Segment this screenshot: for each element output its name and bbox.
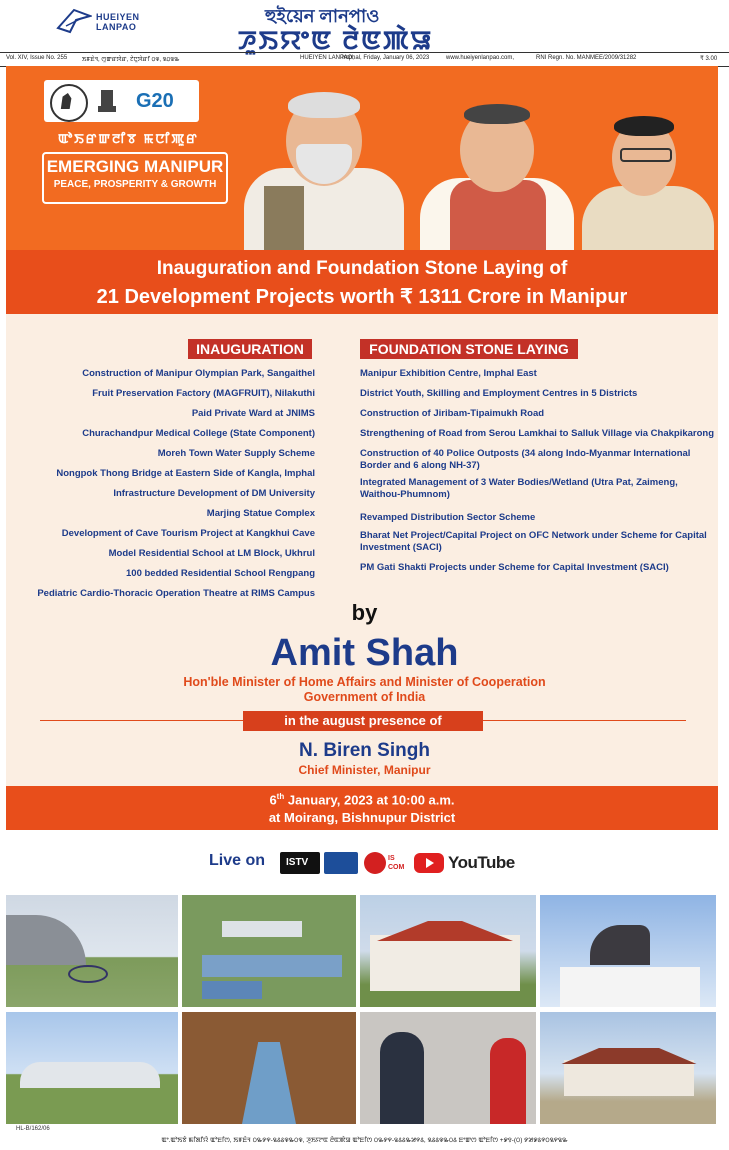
presence-label: in the august presence of — [243, 711, 483, 731]
inauguration-item: Paid Private Ward at JNIMS — [191, 408, 315, 419]
photo-olympian-park — [6, 895, 178, 1007]
foundation-item: PM Gati Shakti Projects under Scheme for Capital Investment (SACI) — [360, 562, 669, 573]
portrait-2 — [412, 102, 582, 250]
inauguration-item: Nongpok Thong Bridge at Eastern Side of Kangla, Imphal — [56, 468, 315, 479]
foundation-item: Integrated Management of 3 Water Bodies/Wetland (Utra Pat, Zaimeng, Waithou-Phumnom) — [360, 477, 678, 500]
photo-sports-event — [360, 1012, 536, 1124]
event-date-rest: January, 2023 at 10:00 a.m. — [284, 792, 455, 808]
website: www.hueiyenlanpao.com, — [446, 55, 515, 61]
foundation-item: Strengthening of Road from Serou Lamkhai to Salluk Village via Chakpikarong — [360, 428, 715, 439]
foundation-item: Bharat Net Project/Capital Project on OFC Network under Scheme for Capital Investment (SACI) — [360, 530, 707, 553]
issue-date: Imphal, Friday, January 06, 2023 — [342, 55, 430, 61]
divider-right — [483, 720, 686, 721]
rni-number: RNI Regn. No. MANMEE/2009/31282 — [536, 55, 637, 61]
youtube-text: YouTube — [448, 853, 515, 872]
newspaper-logo — [56, 4, 176, 44]
youtube-play-icon — [414, 852, 444, 874]
ad-code: HL-B/162/06 — [16, 1126, 50, 1132]
is-com-logo — [364, 852, 410, 874]
photo-water-supply — [6, 1012, 178, 1124]
foundation-item: Construction of 40 Police Outposts (34 along Indo-Myanmar International Border and 6 along NH-37) — [360, 448, 691, 471]
istv-text: ISTV — [286, 857, 309, 868]
foundation-item: Construction of Jiribam-Tipaimukh Road — [360, 408, 545, 419]
dateline-meitei: ꯏꯝꯐꯥꯜ, ꯁꯨꯛꯔꯋꯥꯔ, ꯖꯥꯅꯨꯋꯥꯔꯤ ꯰꯶, ꯲꯰꯲꯳ — [82, 57, 180, 63]
foundation-item: District Youth, Skilling and Employment Centres in 5 Districts — [360, 388, 638, 399]
photo-fruit-factory — [182, 895, 356, 1007]
inauguration-item: Construction of Manipur Olympian Park, Sangaithel — [82, 368, 315, 379]
event-date — [6, 792, 718, 807]
inauguration-item: Churachandpur Medical College (State Component) — [82, 428, 315, 439]
g20-logo — [132, 84, 194, 118]
title-bengali: হুইয়েন লানপাও — [265, 6, 380, 26]
divider-left — [40, 720, 243, 721]
masthead — [0, 0, 729, 55]
inauguration-item: Model Residential School at LM Block, Ukhrul — [108, 548, 315, 559]
headline-band — [6, 250, 718, 314]
paper-name: HUEIYEN LANPAO, — [300, 55, 354, 61]
live-on-label: Live on — [209, 852, 266, 869]
portrait-1 — [234, 86, 414, 250]
footer-address: ꯑꯦ.ꯑꯣꯏꯕꯥ ꯃꯤꯗꯤꯌꯥ ꯑꯣꯐꯤꯁ, ꯏꯝꯐꯥꯜ ꯰꯳꯸꯵-꯲꯴꯴꯶꯳꯰꯶, ꯍꯨꯏꯌꯦꯟ ꯂꯥꯟꯄꯥꯎ ꯑꯣꯐꯤꯁ ꯰꯳꯸꯵-꯲꯴꯴꯳꯷꯵꯴, ꯲꯴꯴꯶꯳꯰꯴ ꯐꯦꯛꯁ ꯑꯣꯐꯤꯁ +꯹꯱-(꯰) ꯸꯷꯹꯴꯵꯰꯲꯵꯲꯳ — [161, 1137, 568, 1144]
inauguration-item: Moreh Town Water Supply Scheme — [157, 448, 315, 459]
logo-line1: HUEIYEN — [96, 12, 140, 22]
cm-title: Chief Minister, Manipur — [298, 763, 431, 777]
event-date-day: 6 — [269, 792, 277, 808]
inauguration-item: Development of Cave Tourism Project at Kangkhui Cave — [61, 528, 315, 539]
ashoka-emblem-icon — [90, 84, 124, 118]
inauguration-item: Pediatric Cardio-Thoracic Operation Theatre at RIMS Campus — [37, 588, 315, 599]
istv-logo — [280, 852, 320, 874]
photo-residential-school — [540, 1012, 716, 1124]
inauguration-item: Fruit Preservation Factory (MAGFRUIT), Nilakuthi — [92, 388, 315, 399]
event-date-suffix: th — [276, 792, 285, 801]
manipur-emblem-icon — [50, 84, 88, 122]
event-date-band — [6, 786, 718, 830]
inauguration-heading: INAUGURATION — [188, 339, 312, 359]
event-venue: at Moirang, Bishnupur District — [268, 810, 456, 826]
foundation-item: Revamped Distribution Sector Scheme — [360, 512, 536, 523]
is-com-text: IS COM — [388, 855, 405, 871]
by-text: by — [351, 600, 378, 625]
price: ₹ 3.00 — [700, 56, 718, 62]
photo-bridge — [182, 1012, 356, 1124]
emerging-manipur-title: EMERGING MANIPUR — [46, 157, 224, 176]
volume-issue: Vol. XIV, Issue No. 255 — [6, 55, 68, 61]
headline-line1: Inauguration and Foundation Stone Laying of — [156, 258, 568, 279]
inauguration-item: Infrastructure Development of DM University — [113, 488, 315, 499]
title-meitei: ꯍꯨꯏꯌꯦꯟ ꯂꯥꯟꯄꯥꯎ — [238, 25, 434, 55]
chief-guest-title: Hon'ble Minister of Home Affairs and Minister of Cooperation — [183, 675, 546, 689]
meitei-tagline: ꯑꯣꯏꯔꯛꯂꯤꯕ ꯃꯅꯤꯄꯨꯔ — [58, 131, 199, 146]
emblem-strip — [44, 80, 199, 122]
youtube-logo — [414, 852, 514, 874]
foundation-heading: FOUNDATION STONE LAYING — [360, 339, 578, 359]
is-com-icon — [364, 852, 386, 874]
inauguration-item: Marjing Statue Complex — [206, 508, 315, 519]
g20-text: G20 — [136, 90, 174, 112]
chief-guest-name: Amit Shah — [270, 632, 459, 674]
chief-guest-govt: Government of India — [303, 690, 426, 704]
cm-name: N. Biren Singh — [299, 740, 430, 761]
logo-line2: LANPAO — [96, 22, 137, 32]
emerging-manipur-subtitle: PEACE, PROSPERITY & GROWTH — [53, 179, 217, 190]
bird-icon — [56, 6, 92, 36]
dateline — [0, 52, 729, 67]
headline-line2: 21 Development Projects worth ₹ 1311 Crore in Manipur — [96, 286, 628, 308]
foundation-item: Manipur Exhibition Centre, Imphal East — [360, 368, 537, 379]
photo-hospital-ward — [360, 895, 536, 1007]
channel-logo-icon — [324, 852, 358, 874]
emerging-manipur-box — [42, 152, 228, 204]
photo-marjing-statue — [540, 895, 716, 1007]
portrait-3 — [576, 112, 718, 250]
inauguration-item: 100 bedded Residential School Rengpang — [126, 568, 315, 579]
